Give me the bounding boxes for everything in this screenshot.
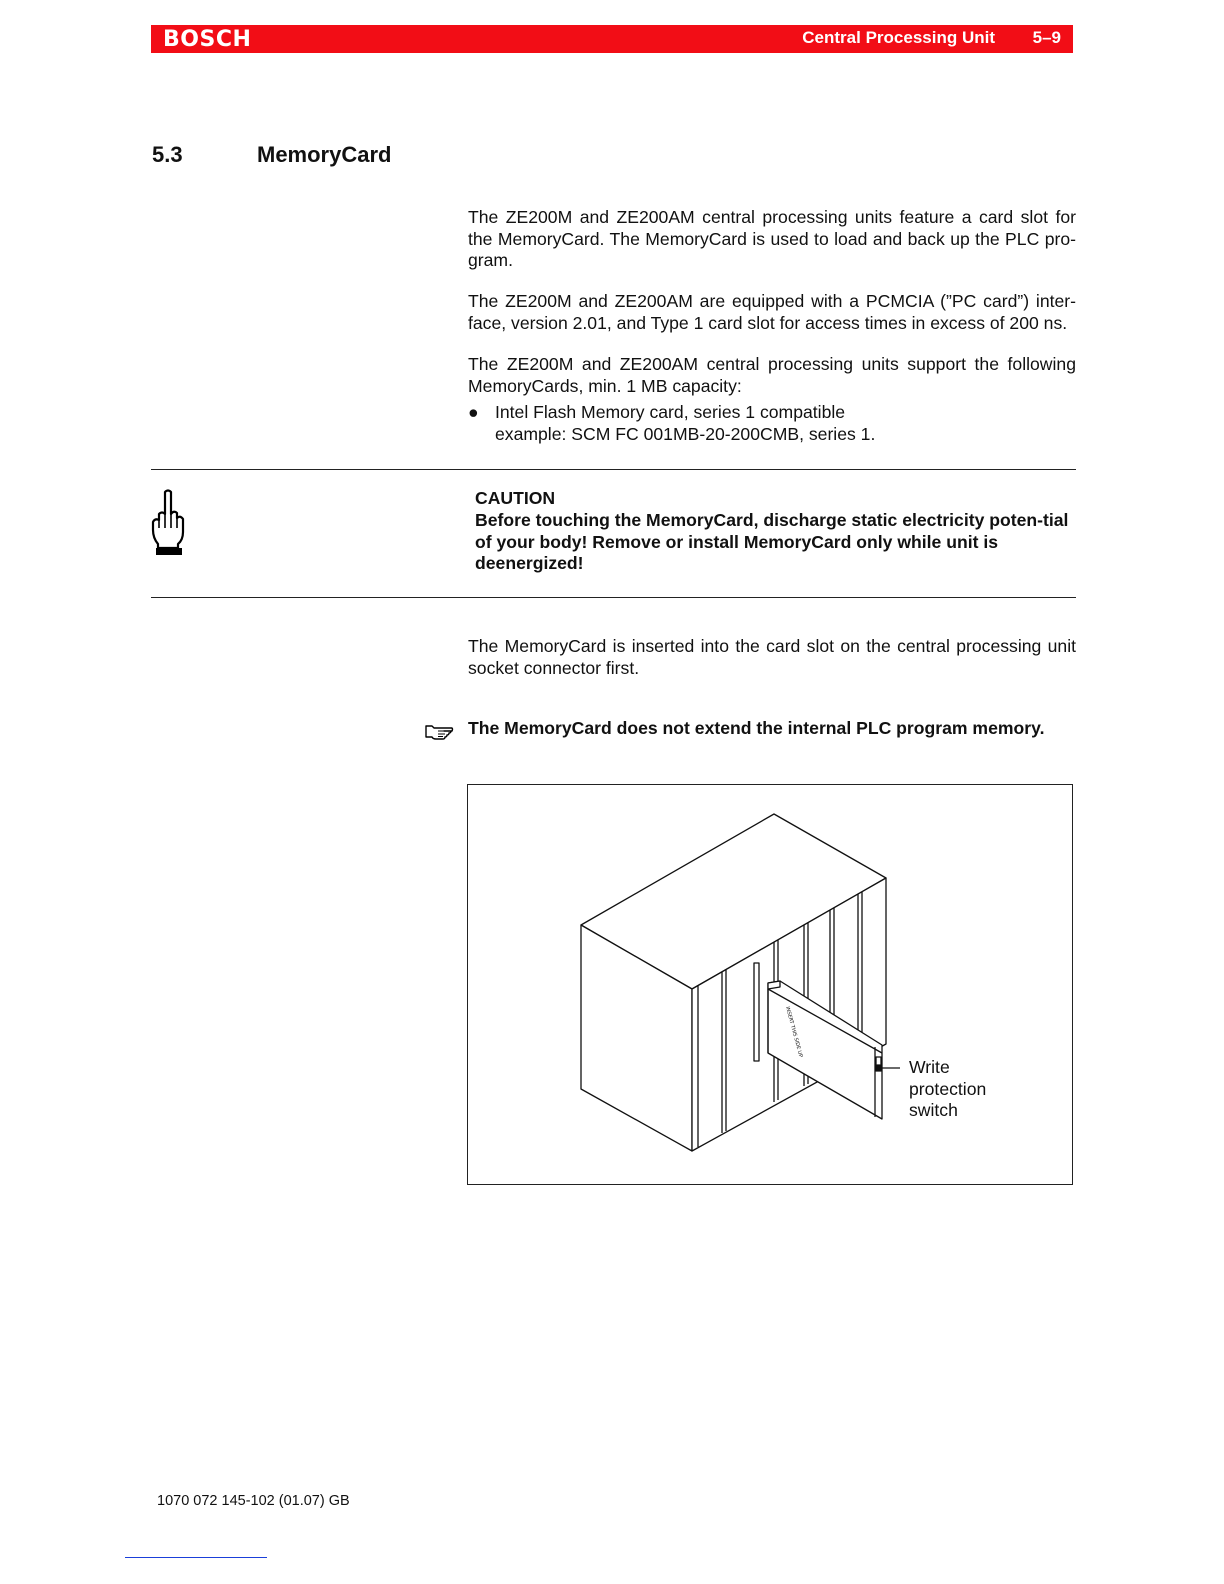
section-number: 5.3 — [152, 142, 183, 167]
header-page-number: 5–9 — [1032, 28, 1061, 47]
footer-link-underline[interactable] — [125, 1557, 267, 1558]
memorycard-figure — [467, 784, 1073, 1185]
section-title: MemoryCard — [257, 142, 392, 167]
header-bar — [151, 25, 1073, 53]
caution-text: Before touching the MemoryCard, discharge static electricity poten-tial of your body! Remove or install MemoryCard only while unit is deenergized! — [475, 510, 1069, 574]
paragraph-card-slot: The ZE200M and ZE200AM central processing units feature a card slot for the MemoryCard. The MemoryCard is used to load and back up the PLC pro-gram. — [468, 207, 1076, 271]
card-label: INSERT THIS SIDE UP — [784, 1005, 804, 1059]
cpu-rack-illustration — [468, 785, 1072, 1184]
note-text: The MemoryCard does not extend the internal PLC program memory. — [468, 718, 1045, 738]
header-section-title: Central Processing Unit — [802, 28, 995, 47]
bullet-dot-icon: ● — [468, 402, 479, 422]
callout-line-2: protection — [909, 1078, 987, 1099]
callout-line-3: switch — [909, 1100, 958, 1120]
paragraph-pcmcia: The ZE200M and ZE200AM are equipped with a PCMCIA (”PC card”) inter-face, version 2.01, and Type 1 card slot for access times in excess of 200 ns. — [468, 291, 1076, 333]
caution-top-rule — [151, 469, 1076, 470]
pointing-hand-icon — [150, 488, 186, 558]
caution-heading: CAUTION — [475, 488, 556, 508]
write-protection-callout — [909, 1057, 986, 1122]
paragraph-supported-cards: The ZE200M and ZE200AM central processing units support the following MemoryCards, min. 1 MB capacity: — [468, 354, 1076, 396]
footer-doc-number: 1070 072 145-102 (01.07) GB — [157, 1493, 350, 1509]
bullet-line-2: example: SCM FC 001MB-20-200CMB, series 1. — [495, 423, 876, 444]
callout-line-1: Write — [909, 1057, 950, 1077]
bosch-logo: BOSCH — [163, 27, 252, 52]
paragraph-insertion: The MemoryCard is inserted into the card slot on the central processing unit socket connector first. — [468, 636, 1076, 678]
pointing-finger-icon — [424, 720, 454, 740]
bullet-line-1: Intel Flash Memory card, series 1 compatible — [495, 402, 846, 422]
caution-bottom-rule — [151, 597, 1076, 598]
